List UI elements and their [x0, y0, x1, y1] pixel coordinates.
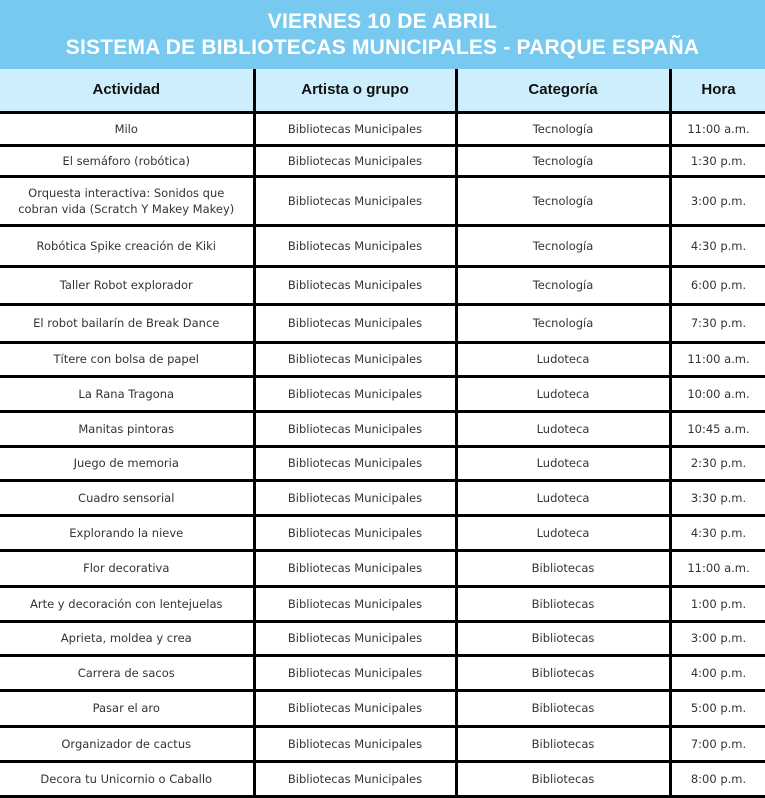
- cell-artista: Bibliotecas Municipales: [254, 304, 456, 342]
- cell-categoria: Ludoteca: [456, 515, 670, 550]
- table-row: [0, 690, 765, 726]
- cell-artista: Bibliotecas Municipales: [254, 225, 456, 266]
- cell-categoria: Bibliotecas: [456, 550, 670, 586]
- cell-categoria: Tecnología: [456, 112, 670, 145]
- cell-categoria: Bibliotecas: [456, 621, 670, 655]
- cell-actividad: Flor decorativa: [0, 550, 254, 586]
- cell-hora: 4:00 p.m.: [670, 655, 765, 690]
- cell-artista: Bibliotecas Municipales: [254, 586, 456, 621]
- cell-hora: 7:00 p.m.: [670, 726, 765, 761]
- column-header-artista: Artista o grupo: [254, 69, 456, 112]
- cell-categoria: Tecnología: [456, 225, 670, 266]
- cell-hora: 10:45 a.m.: [670, 411, 765, 446]
- banner-venue-title: SISTEMA DE BIBLIOTECAS MUNICIPALES - PARQUE ESPAÑA: [65, 36, 700, 59]
- cell-actividad: Títere con bolsa de papel: [0, 342, 254, 376]
- cell-hora: 3:30 p.m.: [670, 480, 765, 515]
- cell-categoria: Bibliotecas: [456, 726, 670, 761]
- cell-hora: 4:30 p.m.: [670, 225, 765, 266]
- column-header-hora: Hora: [670, 69, 765, 112]
- table-row: [0, 761, 765, 796]
- cell-actividad: Decora tu Unicornio o Caballo: [0, 761, 254, 796]
- cell-artista: Bibliotecas Municipales: [254, 266, 456, 304]
- table-row: [0, 376, 765, 411]
- table-row: [0, 112, 765, 145]
- cell-hora: 11:00 a.m.: [670, 342, 765, 376]
- cell-categoria: Bibliotecas: [456, 586, 670, 621]
- cell-hora: 3:00 p.m.: [670, 176, 765, 225]
- cell-categoria: Ludoteca: [456, 376, 670, 411]
- cell-hora: 4:30 p.m.: [670, 515, 765, 550]
- cell-artista: Bibliotecas Municipales: [254, 515, 456, 550]
- cell-categoria: Bibliotecas: [456, 690, 670, 726]
- cell-actividad: El robot bailarín de Break Dance: [0, 304, 254, 342]
- cell-artista: Bibliotecas Municipales: [254, 550, 456, 586]
- cell-actividad: Taller Robot explorador: [0, 266, 254, 304]
- cell-actividad: Manitas pintoras: [0, 411, 254, 446]
- cell-actividad: El semáforo (robótica): [0, 145, 254, 176]
- cell-artista: Bibliotecas Municipales: [254, 176, 456, 225]
- table-row: [0, 655, 765, 690]
- table-row: [0, 176, 765, 225]
- table-row: [0, 515, 765, 550]
- cell-categoria: Ludoteca: [456, 480, 670, 515]
- cell-actividad: Organizador de cactus: [0, 726, 254, 761]
- cell-artista: Bibliotecas Municipales: [254, 690, 456, 726]
- table-row: [0, 304, 765, 342]
- cell-categoria: Tecnología: [456, 266, 670, 304]
- cell-actividad: Juego de memoria: [0, 446, 254, 480]
- table-row: [0, 342, 765, 376]
- table-row: [0, 225, 765, 266]
- cell-actividad: Arte y decoración con lentejuelas: [0, 586, 254, 621]
- cell-artista: Bibliotecas Municipales: [254, 655, 456, 690]
- cell-hora: 2:30 p.m.: [670, 446, 765, 480]
- cell-actividad: Carrera de sacos: [0, 655, 254, 690]
- table-row: [0, 145, 765, 176]
- table-row: [0, 480, 765, 515]
- table-row: [0, 411, 765, 446]
- cell-categoria: Bibliotecas: [456, 655, 670, 690]
- cell-hora: 5:00 p.m.: [670, 690, 765, 726]
- cell-hora: 10:00 a.m.: [670, 376, 765, 411]
- cell-categoria: Tecnología: [456, 176, 670, 225]
- cell-hora: 6:00 p.m.: [670, 266, 765, 304]
- cell-actividad: Aprieta, moldea y crea: [0, 621, 254, 655]
- cell-hora: 7:30 p.m.: [670, 304, 765, 342]
- table-row: [0, 446, 765, 480]
- cell-actividad: Orquesta interactiva: Sonidos que cobran vida (Scratch Y Makey Makey): [0, 176, 254, 225]
- column-header-categoria: Categoría: [456, 69, 670, 112]
- table-row: [0, 550, 765, 586]
- cell-artista: Bibliotecas Municipales: [254, 112, 456, 145]
- cell-artista: Bibliotecas Municipales: [254, 761, 456, 796]
- cell-artista: Bibliotecas Municipales: [254, 411, 456, 446]
- cell-categoria: Bibliotecas: [456, 761, 670, 796]
- cell-categoria: Ludoteca: [456, 446, 670, 480]
- cell-hora: 11:00 a.m.: [670, 550, 765, 586]
- cell-artista: Bibliotecas Municipales: [254, 480, 456, 515]
- cell-hora: 3:00 p.m.: [670, 621, 765, 655]
- cell-artista: Bibliotecas Municipales: [254, 376, 456, 411]
- cell-actividad: Cuadro sensorial: [0, 480, 254, 515]
- cell-actividad: Milo: [0, 112, 254, 145]
- cell-actividad: Robótica Spike creación de Kiki: [0, 225, 254, 266]
- table-row: [0, 586, 765, 621]
- cell-categoria: Tecnología: [456, 145, 670, 176]
- table-row: [0, 621, 765, 655]
- cell-categoria: Tecnología: [456, 304, 670, 342]
- cell-artista: Bibliotecas Municipales: [254, 342, 456, 376]
- cell-artista: Bibliotecas Municipales: [254, 446, 456, 480]
- cell-hora: 1:00 p.m.: [670, 586, 765, 621]
- cell-actividad: Pasar el aro: [0, 690, 254, 726]
- schedule-table: [0, 69, 765, 798]
- cell-artista: Bibliotecas Municipales: [254, 145, 456, 176]
- cell-categoria: Ludoteca: [456, 411, 670, 446]
- table-row: [0, 266, 765, 304]
- column-header-actividad: Actividad: [0, 69, 254, 112]
- cell-artista: Bibliotecas Municipales: [254, 621, 456, 655]
- cell-artista: Bibliotecas Municipales: [254, 726, 456, 761]
- column-header-row: [0, 69, 765, 112]
- cell-actividad: La Rana Tragona: [0, 376, 254, 411]
- cell-categoria: Ludoteca: [456, 342, 670, 376]
- cell-hora: 8:00 p.m.: [670, 761, 765, 796]
- schedule-banner: [0, 0, 765, 69]
- cell-actividad: Explorando la nieve: [0, 515, 254, 550]
- cell-hora: 11:00 a.m.: [670, 112, 765, 145]
- cell-hora: 1:30 p.m.: [670, 145, 765, 176]
- table-row: [0, 726, 765, 761]
- banner-date-title: VIERNES 10 DE ABRIL: [267, 10, 498, 33]
